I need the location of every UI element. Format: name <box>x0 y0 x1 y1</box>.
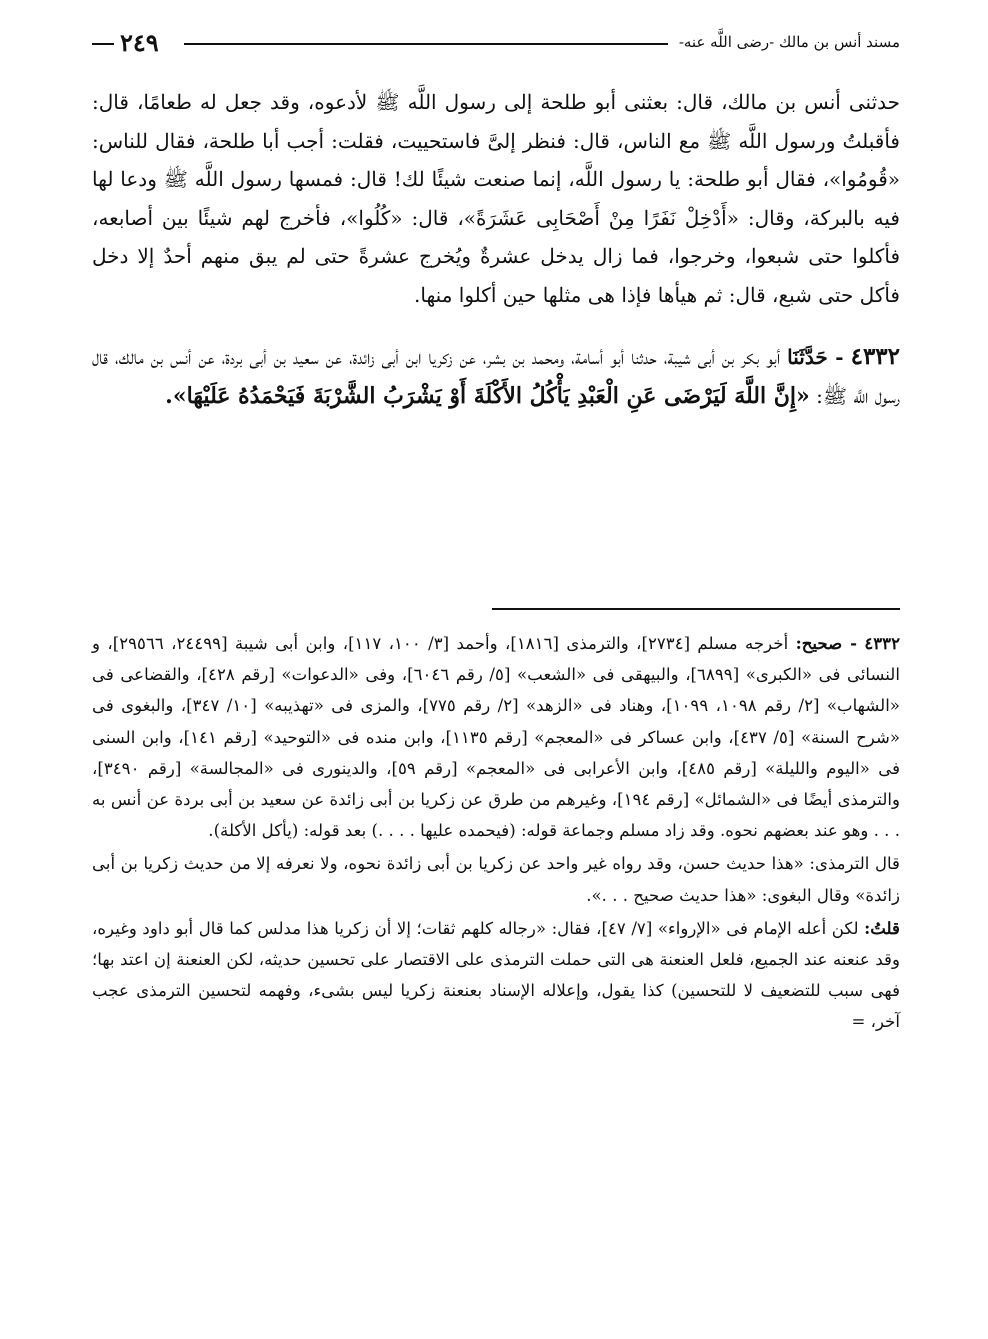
hadith-number: ٤٣٣٢ <box>850 343 901 370</box>
main-text <box>92 83 900 415</box>
note-number: ٤٣٣٢ <box>864 633 900 653</box>
hadith-lead: حَدَّثَنَا <box>787 345 828 369</box>
tirmidhi-note: قال الترمذى: «هذا حديث حسن، وقد رواه غير واحد عن زكريا بن أبى زائدة نحوه، ولا نعرفه إلا من حديث زكريا بن أبى زائدة» وقال البغوى: «هذا حديث صحيح . . .». <box>92 854 900 905</box>
takhrij-note: ٤٣٣٢ - صحيح: أخرجه مسلم [٢٧٣٤]، والترمذى [١٨١٦]، وأحمد [٣/ ١٠٠، ١١٧]، وابن أبى شيبة [٢٤٤٩٩، ٢٩٥٦٦]، و النسائى فى «الكبرى» [٦٨٩٩]، والبيهقى فى «الشعب» [٥/ رقم ٦٠٤٦]، وفى «الدعوات» [رقم ٤٢٨]، والقضاعى فى «الشهاب» [٢/ رقم ١٠٩٨، ١٠٩٩]، وهناد فى «الزهد» [٢/ رقم ٧٧٥]، والمزى فى «تهذيبه» [١٠/ ٣٤٧]، والبغوى فى «شرح السنة» [٥/ ٤٣٧]، وابن عساكر فى «المعجم» [رقم ١١٣٥]، وابن منده فى «التوحيد» [رقم ١٤١]، وابن السنى فى «اليوم والليلة» [رقم ٤٨٥]، وابن الأعرابى فى «المعجم» [رقم ٥٩]، والدينورى فى «المجالسة» [رقم ٣٤٩٠]، والترمذى أيضًا فى «الشمائل» [رقم ١٩٤]، وغيرهم من طرق عن زكريا بن أبى زائدة عن سعيد بن أبى بردة عن أنس به . . . وهو عند بعضهم نحوه. وقد زاد مسلم وجماعة قوله: (فيحمده عليها . . . .) بعد قوله: (يأكل الأكلة). <box>92 633 900 841</box>
commentary-text: لكن أعله الإمام فى «الإرواء» [٧/ ٤٧]، فقال: «رجاله كلهم ثقات؛ إلا أن زكريا هذا مدلس كما قال أبو داود وغيره، وقد عنعنه عند الجميع، فلعل العنعنة هى التى حملت الترمذى على الاقتصار على تحسين حديثه، لكن العنعنة إن اعتد بها؛ فهى سبب للتضعيف لا للتحسين) كذا يقول، وإعلاله الإسناد بعنعنة زكريا ليس بشىء، وفهمه لتحسين الترمذى عجب آخر، = <box>92 918 900 1032</box>
narration-paragraph: حدثنى أنس بن مالك، قال: بعثنى أبو طلحة إلى رسول اللَّه ﷺ لأدعوه، وقد جعل له طعامًا، قال: فأقبلتُ ورسول اللَّه ﷺ مع الناس، قال: فنظر إلىَّ فاستحييت، فقلت: أجب أبا طلحة، فقال للناس: «قُومُوا»، فقال أبو طلحة: يا رسول اللَّه، إنما صنعت شيئًا لك! قال: فمسها رسول اللَّه ﷺ ودعا لها فيه بالبركة، وقال: «أَدْخِلْ نَفَرًا مِنْ أَصْحَابِى عَشَرَةً»، قال: «كُلُوا»، فأخرج لهم شيئًا بين أصابعه، فأكلوا حتى شبعوا، وخرجوا، فما زال يدخل عشرةٌ ويُخرج عشرةً حتى لم يبق منهم أحدٌ إلا دخل فأكل حتى شبع، قال: ثم هيأها فإذا هى مثلها حين أكلوا منها. <box>92 90 901 307</box>
page-number: ٢٤٩ <box>120 28 159 57</box>
footnotes <box>92 628 900 1038</box>
running-title: مسند أنس بن مالك -رضى اللَّه عنه- <box>678 33 900 51</box>
hadith-paragraph: ٤٣٣٢ - حَدَّثَنَا أبو بكر بن أبى شيبة، حدثنا أبو أسامة، ومحمد بن بشر، عن زكريا ابن أبى زائدة، عن سعيد بن أبى بردة، عن أنس بن مالك، قال رسول اللَّه ﷺ: «إِنَّ اللَّهَ لَيَرْضَى عَنِ الْعَبْدِ يَأْكُلُ الأَكْلَةَ أَوْ يَشْرَبُ الشَّرْبَةَ فَيَحْمَدُهُ عَلَيْهَا». <box>92 343 901 409</box>
footnote-separator <box>492 608 900 610</box>
commentary-note <box>92 913 900 1038</box>
header-rule <box>184 43 668 45</box>
commentary-lead: قلتُ: <box>864 917 900 938</box>
takhrij-text: أخرجه مسلم [٢٧٣٤]، والترمذى [١٨١٦]، وأحمد [٣/ ١٠٠، ١١٧]، وابن أبى شيبة [٢٤٤٩٩، ٢٩٥٦٦]، و النسائى فى «الكبرى» [٦٨٩٩]، والبيهقى فى «الشعب» [٥/ رقم ٦٠٤٦]، وفى «الدعوات» [رقم ٤٢٨]، والقضاعى فى «الشهاب» [٢/ رقم ١٠٩٨، ١٠٩٩]، وهناد فى «الزهد» [٢/ رقم ٧٧٥]، والمزى فى «تهذيبه» [١٠/ ٣٤٧]، والبغوى فى «شرح السنة» [٥/ ٤٣٧]، وابن عساكر فى «المعجم» [رقم ١١٣٥]، وابن منده فى «التوحيد» [رقم ١٤١]، وابن السنى فى «اليوم والليلة» [رقم ٤٨٥]، وابن الأعرابى فى «المعجم» [رقم ٥٩]، والدينورى فى «المجالسة» [رقم ٣٤٩٠]، والترمذى أيضًا فى «الشمائل» [رقم ١٩٤]، وغيرهم من طرق عن زكريا بن أبى زائدة عن سعيد بن أبى بردة عن أنس به . . . وهو عند بعضهم نحوه. وقد زاد مسلم وجماعة قوله: (فيحمده عليها . . . .) بعد قوله: (يأكل الأكلة). <box>92 634 900 841</box>
header-rule-end <box>92 43 114 45</box>
hadith-matn: «إِنَّ اللَّهَ لَيَرْضَى عَنِ الْعَبْدِ يَأْكُلُ الأَكْلَةَ أَوْ يَشْرَبُ الشَّرْبَةَ فَيَحْمَدُهُ عَلَيْهَا». <box>165 382 810 409</box>
grade-label: صحيح: <box>795 633 843 653</box>
running-header <box>92 30 900 60</box>
hadith-isnad: أبو بكر بن أبى شيبة، حدثنا أبو أسامة، ومحمد بن بشر، عن زكريا ابن أبى زائدة، عن سعيد بن أبى بردة، عن أنس بن مالك، قال رسول اللَّه ﷺ: <box>92 345 900 408</box>
